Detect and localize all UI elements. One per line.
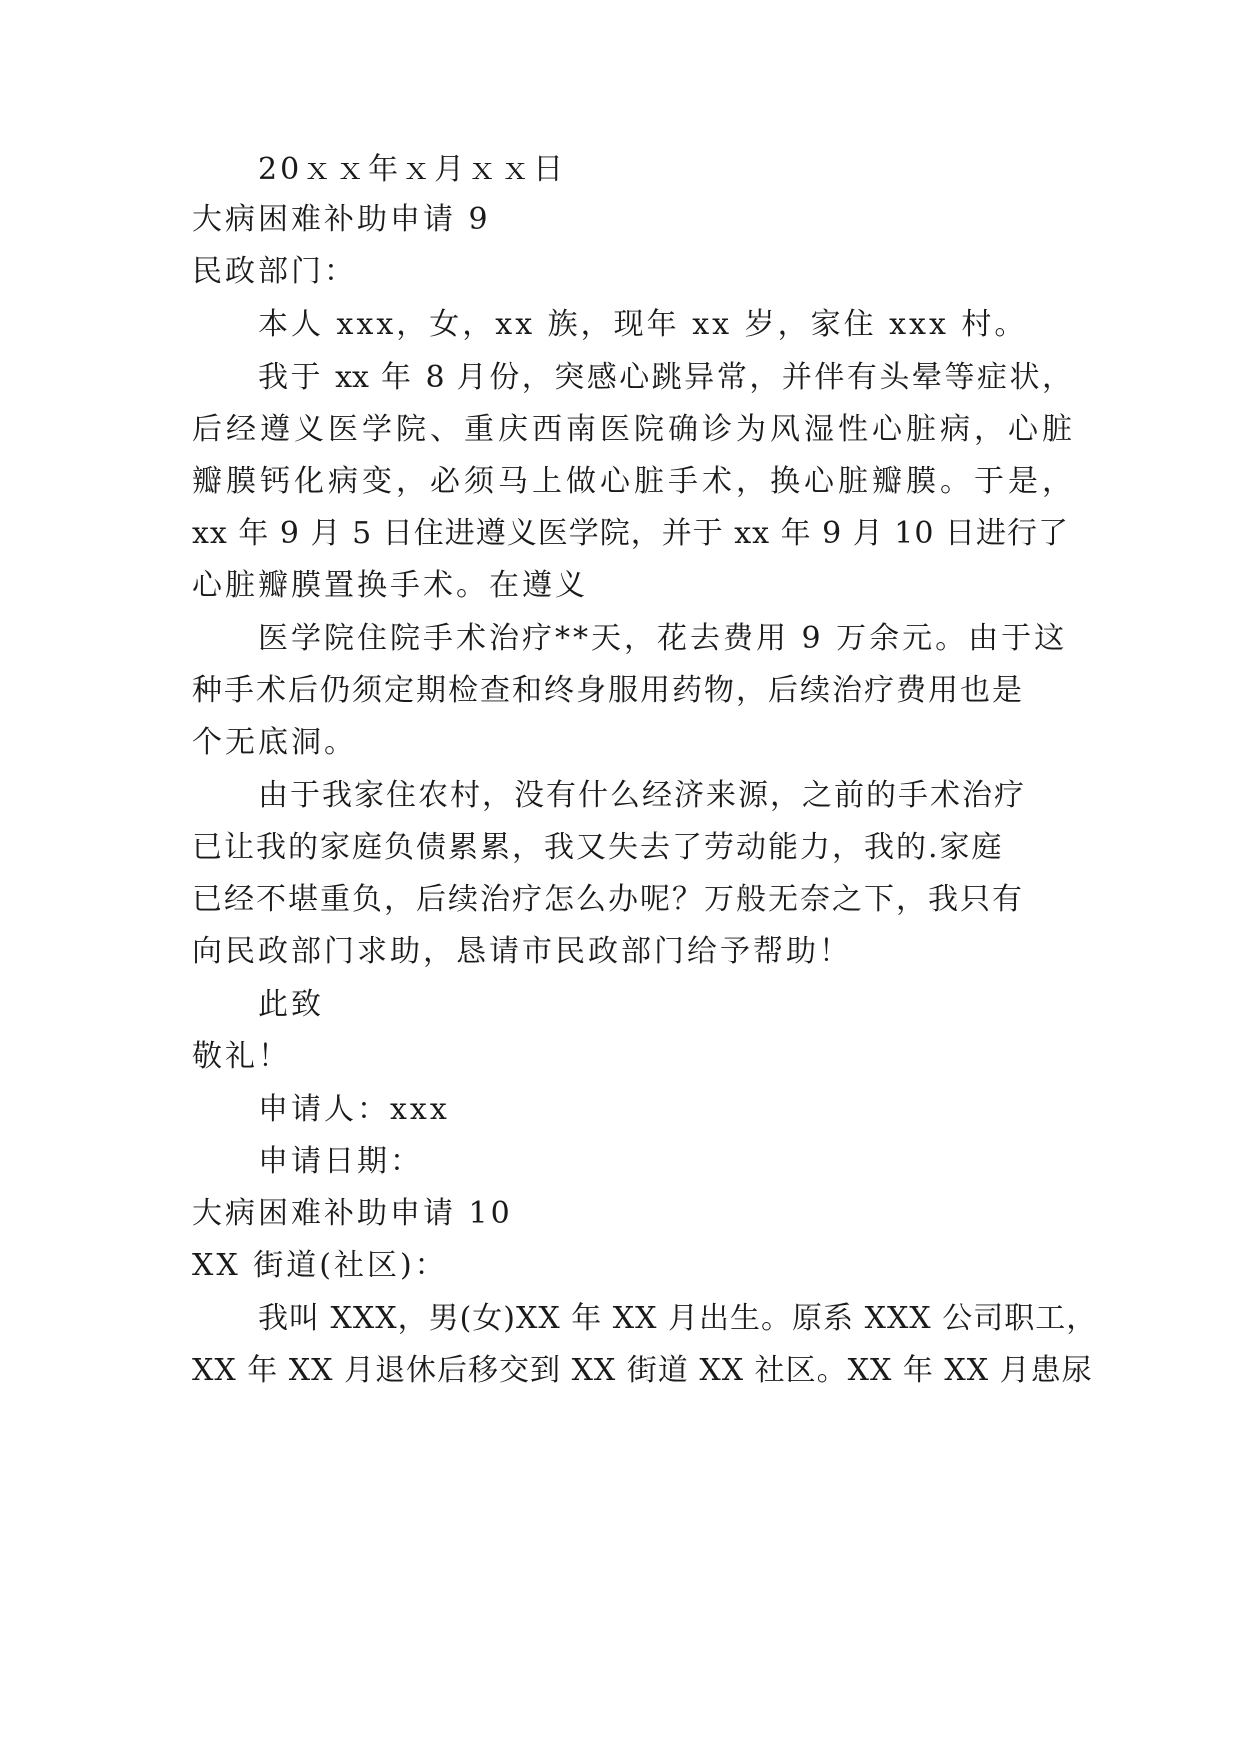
closing-jingli: 敬礼！ [192,1039,291,1074]
paragraph-line: 已经不堪重负，后续治疗怎么办呢？万般无奈之下，我只有 [192,882,1024,917]
paragraph-line: 我叫 XXX，男(女)XX 年 XX 月出生。原系 XXX 公司职工， [258,1301,1098,1336]
paragraph-line: 心脏瓣膜置换手术。在遵义 [192,568,588,603]
paragraph-line: 种手术后仍须定期检查和终身服用药物，后续治疗费用也是 [192,673,1024,708]
paragraph-line: 我于 xx 年 8 月份，突感心跳异常，并伴有头晕等症状， [258,360,1072,395]
date-line: 20ｘｘ年ｘ月ｘｘ日 [258,152,567,187]
section-title-9: 大病困难补助申请 9 [192,202,491,237]
salutation-2: XX 街道(社区)： [192,1248,448,1283]
paragraph-line: XX 年 XX 月退休后移交到 XX 街道 XX 社区。XX 年 XX 月患尿 [192,1353,1093,1388]
closing-cizhi: 此致 [258,987,324,1022]
paragraph-line: 由于我家住农村，没有什么经济来源，之前的手术治疗 [258,778,1026,813]
paragraph-line: 向民政部门求助，恳请市民政部门给予帮助！ [192,934,852,969]
paragraph-line: 医学院住院手术治疗**天，花去费用 9 万余元。由于这 [258,621,1068,656]
application-date-line: 申请日期： [258,1144,423,1179]
paragraph-line: 瓣膜钙化病变，必须马上做心脏手术，换心脏瓣膜。于是， [192,464,1072,499]
applicant-line: 申请人：xxx [258,1092,450,1127]
salutation: 民政部门： [192,254,357,289]
paragraph-line: xx 年 9 月 5 日住进遵义医学院，并于 xx 年 9 月 10 日进行了 [192,516,1070,551]
section-title-10: 大病困难补助申请 10 [192,1196,513,1231]
paragraph-line: 个无底洞。 [192,725,357,760]
paragraph-line: 后经遵义医学院、重庆西南医院确诊为风湿性心脏病，心脏 [192,412,1072,447]
paragraph-line: 已让我的家庭负债累累，我又失去了劳动能力，我的.家庭 [192,830,1004,865]
paragraph-line: 本人 xxx，女，xx 族，现年 xx 岁，家住 xxx 村。 [258,307,1028,342]
